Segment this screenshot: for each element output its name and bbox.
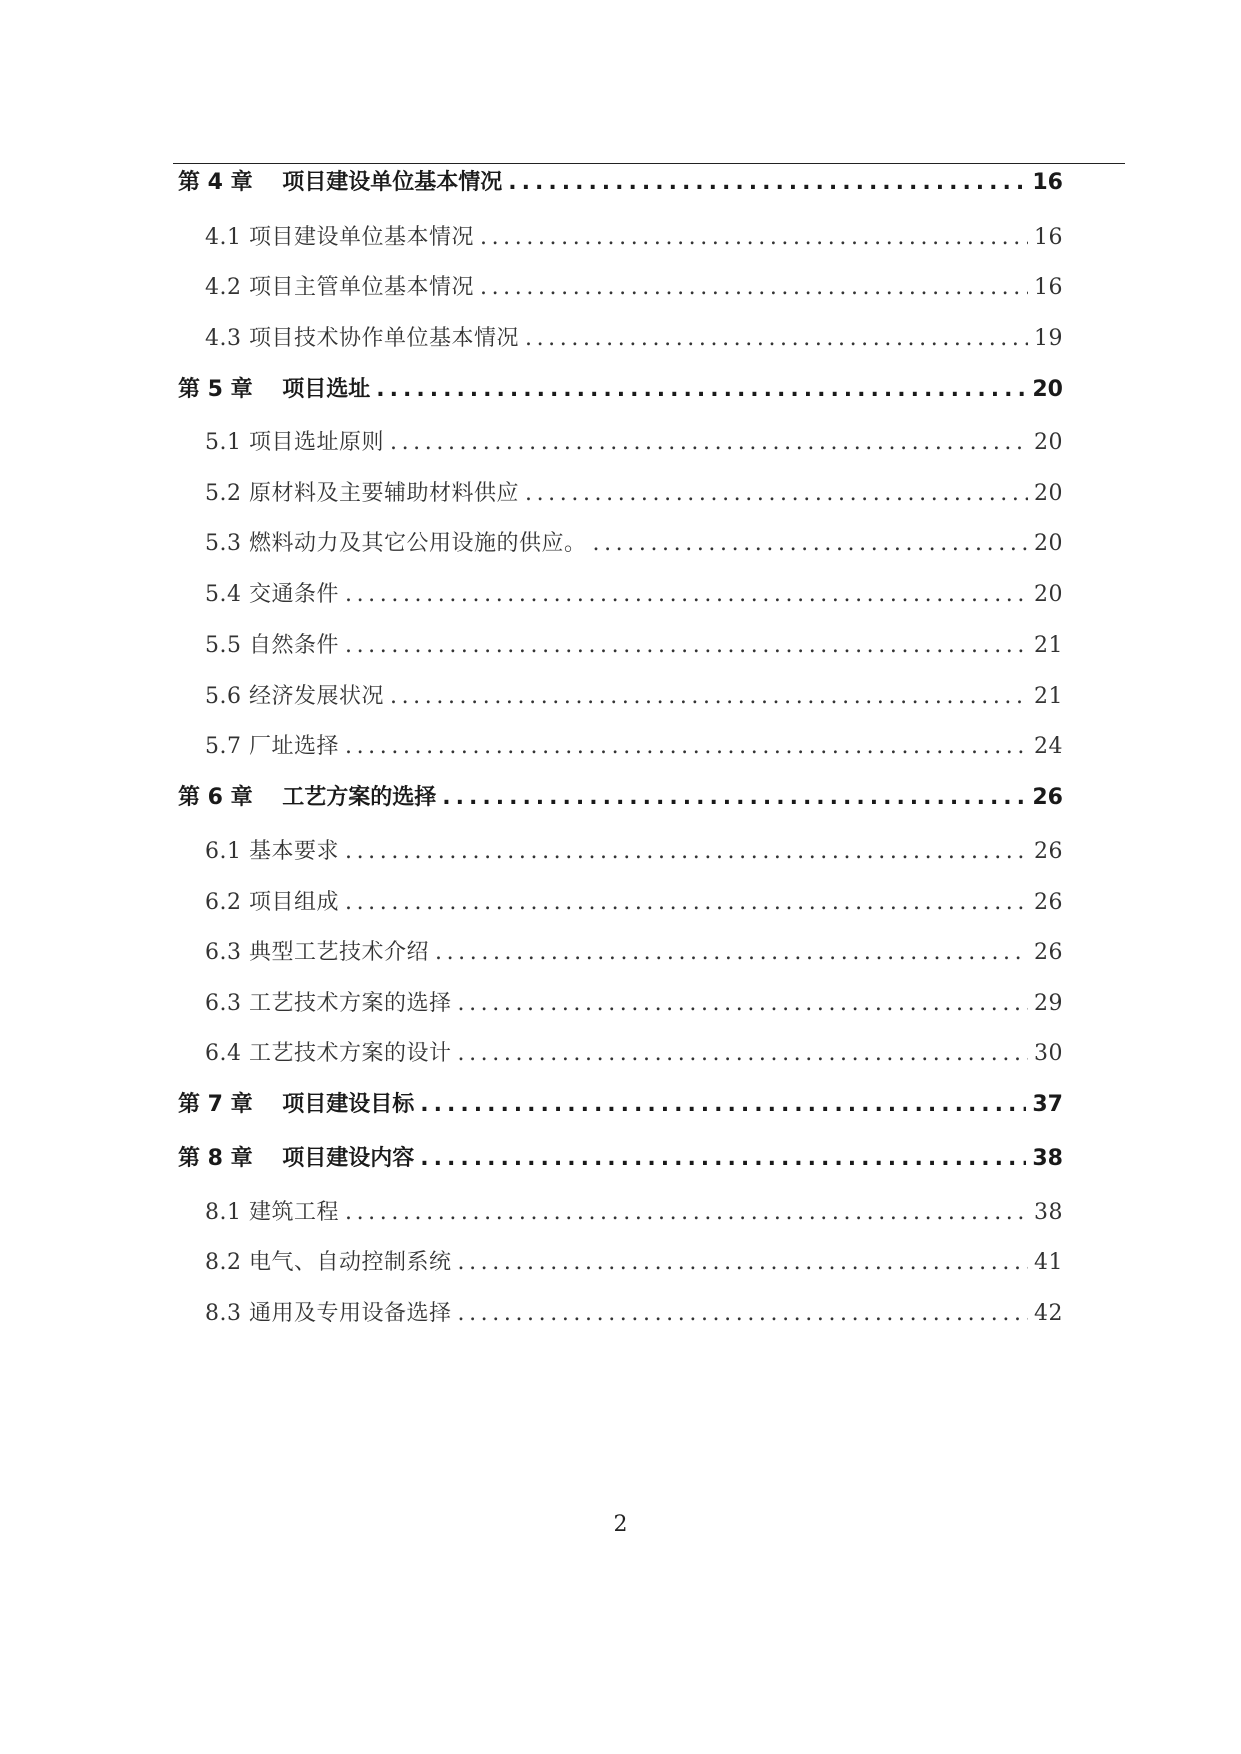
toc-entry-page: 29 — [1034, 991, 1063, 1016]
toc-entry-page: 26 — [1034, 940, 1063, 965]
toc-section-entry[interactable] — [205, 527, 1063, 561]
toc-section-entry[interactable] — [205, 221, 1063, 255]
toc-dot-leader — [435, 936, 1028, 970]
toc-entry-title: 5.4 交通条件 — [205, 582, 339, 607]
toc-section-entry[interactable] — [205, 835, 1063, 869]
toc-chapter-entry[interactable] — [178, 781, 1063, 815]
toc-dot-leader — [442, 781, 1026, 815]
toc-section-entry[interactable] — [205, 322, 1063, 356]
toc-chapter-entry[interactable] — [178, 166, 1063, 200]
toc-entry-title: 第 8 章 项目建设内容 — [178, 1146, 415, 1171]
toc-dot-leader — [480, 221, 1028, 255]
toc-entry-page: 21 — [1034, 684, 1063, 709]
toc-entry-title: 5.6 经济发展状况 — [205, 684, 384, 709]
toc-entry-page: 21 — [1034, 633, 1063, 658]
toc-dot-leader — [457, 987, 1028, 1021]
toc-dot-leader — [390, 680, 1028, 714]
toc-dot-leader — [390, 426, 1028, 460]
toc-entry-page: 24 — [1034, 734, 1063, 759]
toc-entry-page: 26 — [1032, 785, 1063, 810]
toc-dot-leader — [525, 322, 1028, 356]
toc-entry-title: 8.1 建筑工程 — [205, 1200, 339, 1225]
toc-dot-leader — [457, 1037, 1028, 1071]
toc-dot-leader — [480, 271, 1028, 305]
toc-dot-leader — [420, 1088, 1026, 1122]
toc-dot-leader — [525, 477, 1028, 511]
toc-section-entry[interactable] — [205, 1297, 1063, 1331]
toc-entry-page: 20 — [1034, 481, 1063, 506]
toc-dot-leader — [345, 1196, 1028, 1230]
toc-entry-title: 6.2 项目组成 — [205, 890, 339, 915]
toc-entry-page: 20 — [1034, 430, 1063, 455]
toc-dot-leader — [376, 373, 1026, 407]
toc-dot-leader — [420, 1142, 1026, 1176]
toc-entry-page: 38 — [1032, 1146, 1063, 1171]
toc-chapter-entry[interactable] — [178, 373, 1063, 407]
toc-dot-leader — [345, 730, 1028, 764]
toc-entry-title: 8.3 通用及专用设备选择 — [205, 1301, 452, 1326]
toc-entry-page: 16 — [1032, 170, 1063, 195]
toc-dot-leader — [345, 835, 1028, 869]
toc-entry-title: 4.2 项目主管单位基本情况 — [205, 275, 474, 300]
toc-entry-page: 20 — [1034, 531, 1063, 556]
toc-entry-title: 6.3 工艺技术方案的选择 — [205, 991, 452, 1016]
toc-entry-title: 8.2 电气、自动控制系统 — [205, 1250, 452, 1275]
toc-entry-page: 42 — [1034, 1301, 1063, 1326]
toc-section-entry[interactable] — [205, 426, 1063, 460]
toc-entry-page: 26 — [1034, 839, 1063, 864]
toc-entry-page: 19 — [1034, 326, 1063, 351]
toc-dot-leader — [457, 1246, 1028, 1280]
toc-entry-page: 26 — [1034, 890, 1063, 915]
toc-section-entry[interactable] — [205, 730, 1063, 764]
toc-entry-title: 6.4 工艺技术方案的设计 — [205, 1041, 452, 1066]
toc-entry-title: 5.3 燃料动力及其它公用设施的供应。 — [205, 531, 587, 556]
toc-dot-leader — [345, 629, 1028, 663]
toc-chapter-entry[interactable] — [178, 1142, 1063, 1176]
toc-entry-title: 第 5 章 项目选址 — [178, 377, 371, 402]
toc-entry-title: 第 4 章 项目建设单位基本情况 — [178, 170, 503, 195]
toc-entry-title: 5.7 厂址选择 — [205, 734, 339, 759]
toc-chapter-entry[interactable] — [178, 1088, 1063, 1122]
toc-section-entry[interactable] — [205, 936, 1063, 970]
toc-entry-title: 5.2 原材料及主要辅助材料供应 — [205, 481, 519, 506]
toc-entry-title: 5.1 项目选址原则 — [205, 430, 384, 455]
toc-entry-title: 6.1 基本要求 — [205, 839, 339, 864]
toc-section-entry[interactable] — [205, 987, 1063, 1021]
toc-section-entry[interactable] — [205, 1037, 1063, 1071]
toc-entry-page: 38 — [1034, 1200, 1063, 1225]
toc-dot-leader — [345, 578, 1028, 612]
toc-section-entry[interactable] — [205, 680, 1063, 714]
toc-section-entry[interactable] — [205, 629, 1063, 663]
toc-section-entry[interactable] — [205, 1196, 1063, 1230]
toc-entry-page: 37 — [1032, 1092, 1063, 1117]
toc-dot-leader — [508, 166, 1026, 200]
toc-section-entry[interactable] — [205, 578, 1063, 612]
toc-section-entry[interactable] — [205, 477, 1063, 511]
toc-dot-leader — [345, 886, 1028, 920]
toc-section-entry[interactable] — [205, 1246, 1063, 1280]
toc-entry-page: 16 — [1034, 225, 1063, 250]
toc-entry-page: 20 — [1034, 582, 1063, 607]
toc-section-entry[interactable] — [205, 886, 1063, 920]
toc-entry-title: 4.3 项目技术协作单位基本情况 — [205, 326, 519, 351]
toc-dot-leader — [592, 527, 1028, 561]
toc-entry-title: 第 7 章 项目建设目标 — [178, 1092, 415, 1117]
page-number: 2 — [613, 1512, 628, 1537]
toc-dot-leader — [457, 1297, 1028, 1331]
toc-entry-page: 16 — [1034, 275, 1063, 300]
toc-entry-title: 5.5 自然条件 — [205, 633, 339, 658]
toc-entry-page: 20 — [1032, 377, 1063, 402]
toc-section-entry[interactable] — [205, 271, 1063, 305]
toc-entry-page: 41 — [1034, 1250, 1063, 1275]
toc-entry-page: 30 — [1034, 1041, 1063, 1066]
toc-entry-title: 4.1 项目建设单位基本情况 — [205, 225, 474, 250]
toc-entry-title: 6.3 典型工艺技术介绍 — [205, 940, 429, 965]
toc-entry-title: 第 6 章 工艺方案的选择 — [178, 785, 437, 810]
